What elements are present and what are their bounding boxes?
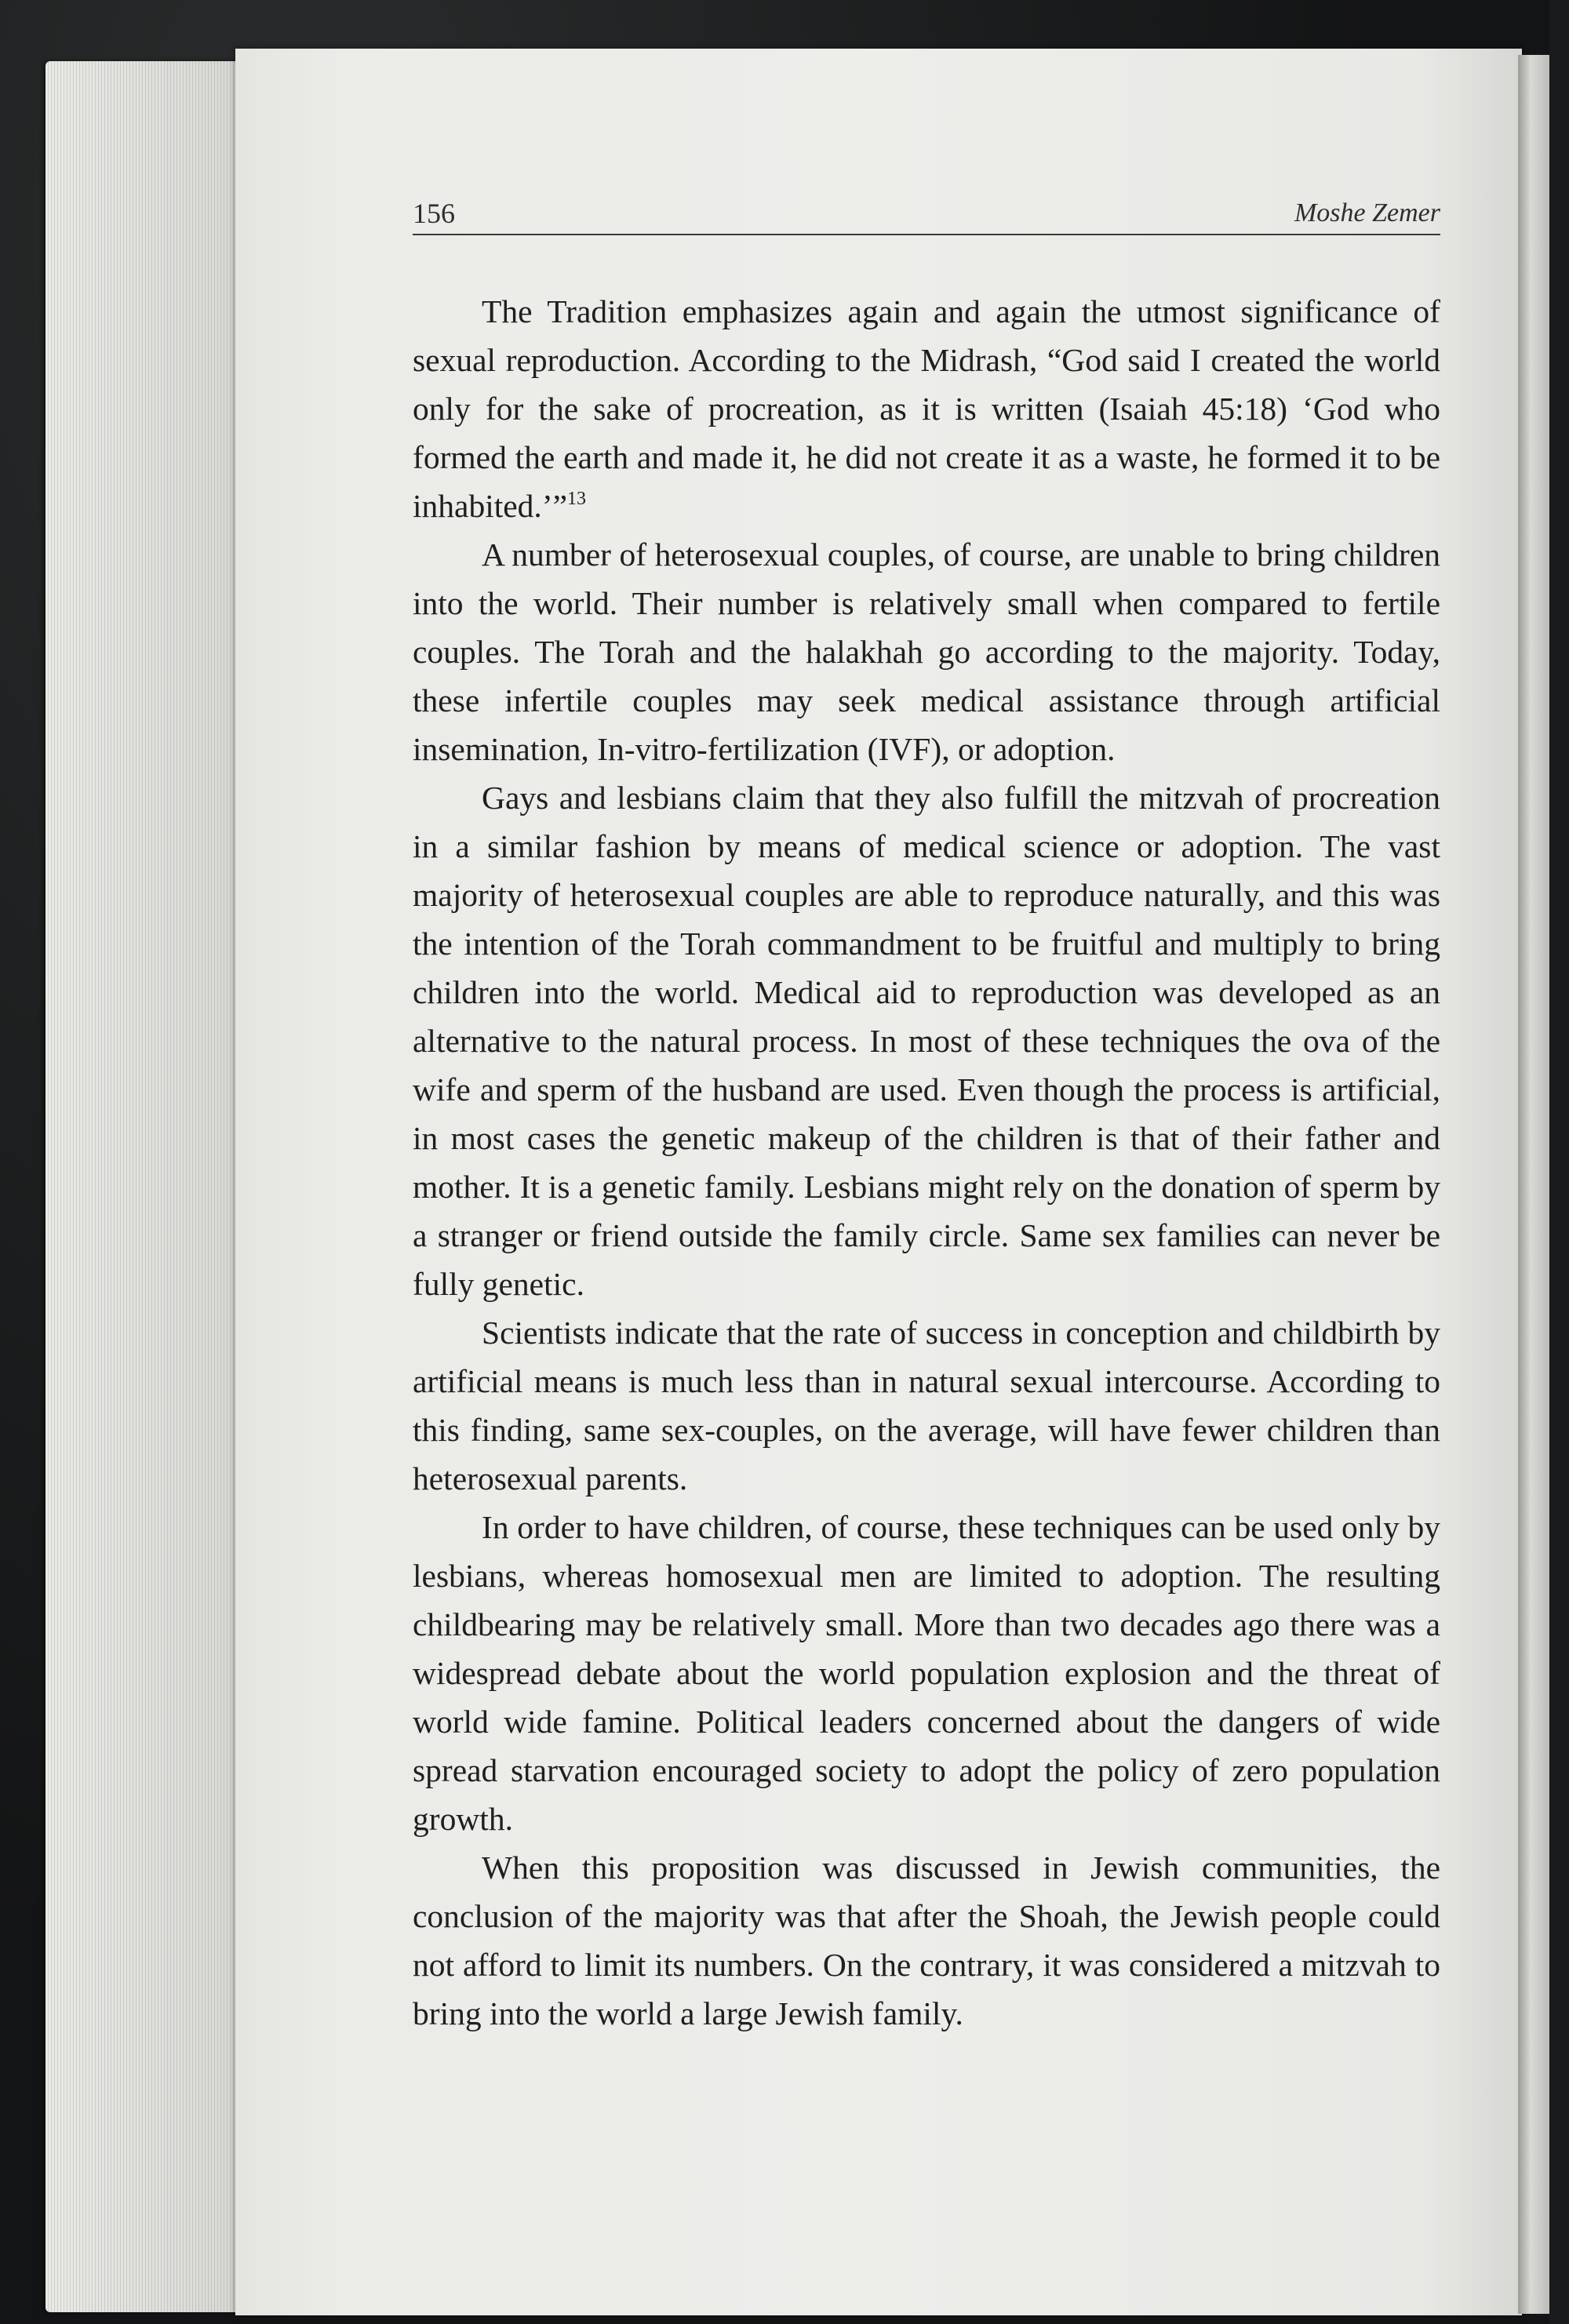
paragraph-5: In order to have children, of course, these techniques can be used only by lesbians, whereas homosexual men are limited to adoption. The resulting childbearing may be relatively small. More than two decades ago there was a widespread debate about the world population explosion and the threat of world wide famine. Political leaders concerned about the dangers of wide spread starvation encouraged society to adopt the policy of zero population growth.	[413, 1509, 1440, 1837]
facing-page-edge	[1518, 55, 1549, 2314]
paragraph-4: Scientists indicate that the rate of success in conception and childbirth by artificial means is much less than in natural sexual intercourse. According to this finding, same sex-couples, on the average, will have fewer children than heterosexual parents.	[413, 1315, 1440, 1497]
page-header	[413, 195, 1440, 235]
page-number: 156	[413, 198, 455, 229]
paragraph-1	[413, 287, 1440, 530]
footnote-marker: 13	[567, 489, 587, 509]
body-text	[413, 287, 1440, 2038]
right-dark-strip	[1549, 0, 1569, 2324]
running-head-author: Moshe Zemer	[1294, 198, 1440, 227]
paragraph-6: When this proposition was discussed in Jewish communities, the conclusion of the majority was that after the Shoah, the Jewish people could not afford to limit its numbers. On the contrary, it was considered a mitzvah to bring into the world a large Jewish family.	[413, 1849, 1440, 2031]
page-edges-shadow	[46, 61, 249, 2312]
paragraph-2: A number of heterosexual couples, of course, are unable to bring children into the world. Their number is relatively small when compared to fertile couples. The Torah and the halakhah go according to the majority. Today, these infertile couples may seek medical assistance through artificial insemination, In-vitro-fertilization (IVF), or adoption.	[413, 536, 1440, 767]
paragraph-1-text: The Tradition emphasizes again and again the utmost significance of sexual reproduction. According to the Midrash, “God said I created the world only for the sake of procreation, as it is written (Isaiah 45:18) ‘God who formed the earth and made it, he did not create it as a waste, he formed it to be inhabited.’”	[413, 293, 1440, 524]
paragraph-3: Gays and lesbians claim that they also fulfill the mitzvah of procreation in a similar fashion by means of medical science or adoption. The vast majority of heterosexual couples are able to reproduce naturally, and this was the intention of the Torah commandment to be fruitful and multiply to bring children into the world. Medical aid to reproduction was developed as an alternative to the natural process. In most of these techniques the ova of the wife and sperm of the husband are used. Even though the process is artificial, in most cases the genetic makeup of the children is that of their father and mother. It is a genetic family. Lesbians might rely on the donation of sperm by a stranger or friend outside the family circle. Same sex families can never be fully genetic.	[413, 780, 1440, 1302]
